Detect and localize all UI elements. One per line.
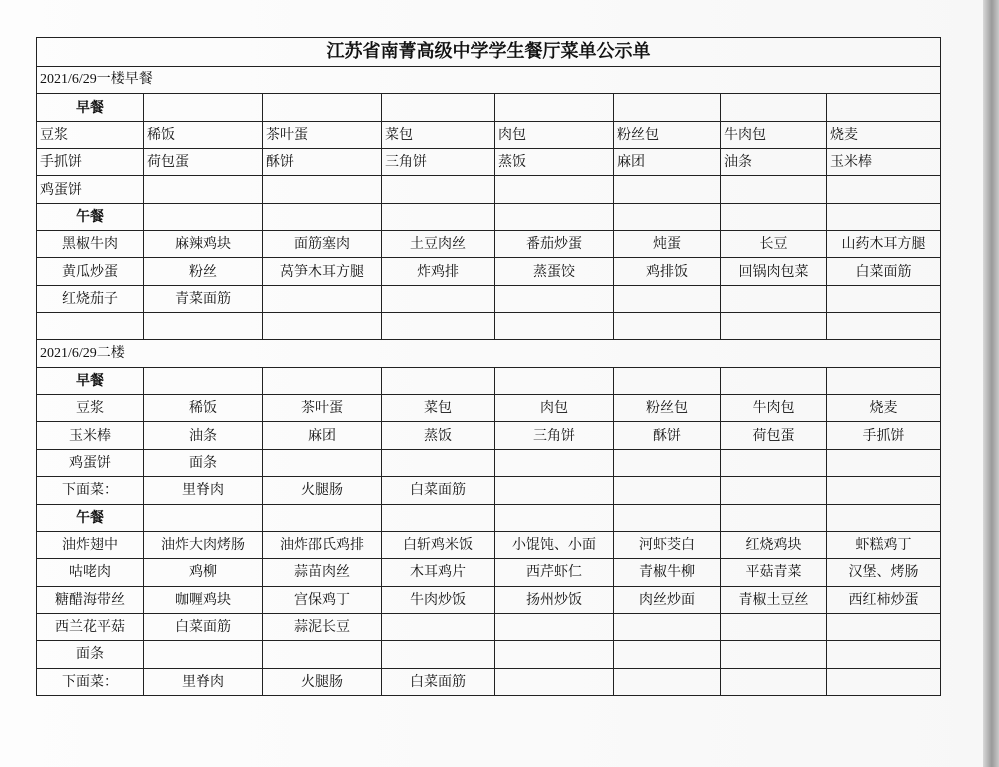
menu-item-cell: 火腿肠 xyxy=(263,668,382,695)
menu-item-cell xyxy=(382,449,495,476)
menu-item-cell: 麻团 xyxy=(614,149,721,176)
empty-cell xyxy=(382,94,495,121)
empty-cell xyxy=(144,203,263,230)
menu-item-cell: 粉丝 xyxy=(144,258,263,285)
empty-cell xyxy=(144,367,263,394)
menu-item-cell xyxy=(614,285,721,312)
menu-row xyxy=(37,176,941,203)
menu-item-cell: 鸡排饭 xyxy=(614,258,721,285)
menu-item-cell: 油条 xyxy=(144,422,263,449)
menu-item-cell: 红烧鸡块 xyxy=(721,531,827,558)
menu-item-cell: 土豆肉丝 xyxy=(382,231,495,258)
menu-item-cell: 里脊肉 xyxy=(144,477,263,504)
floor2-lunch-label-row xyxy=(37,504,941,531)
menu-item-cell: 麻团 xyxy=(263,422,382,449)
menu-item-cell: 稀饭 xyxy=(144,121,263,148)
menu-item-cell xyxy=(495,313,614,340)
menu-item-cell xyxy=(495,449,614,476)
menu-item-cell: 糖醋海带丝 xyxy=(37,586,144,613)
menu-row xyxy=(37,121,941,148)
menu-item-cell: 鸡蛋饼 xyxy=(37,176,144,203)
menu-item-cell: 扬州炒饭 xyxy=(495,586,614,613)
menu-item-cell xyxy=(144,313,263,340)
menu-item-cell xyxy=(382,176,495,203)
empty-cell xyxy=(495,94,614,121)
empty-cell xyxy=(614,94,721,121)
empty-cell xyxy=(827,504,941,531)
menu-row xyxy=(37,285,941,312)
menu-item-cell: 火腿肠 xyxy=(263,477,382,504)
menu-item-cell xyxy=(721,176,827,203)
menu-item-cell xyxy=(495,176,614,203)
menu-item-cell: 平菇青菜 xyxy=(721,559,827,586)
empty-cell xyxy=(495,203,614,230)
menu-item-cell xyxy=(495,613,614,640)
floor1-breakfast-label: 早餐 xyxy=(37,94,144,121)
menu-item-cell xyxy=(827,449,941,476)
menu-item-cell xyxy=(614,313,721,340)
menu-item-cell: 豆浆 xyxy=(37,395,144,422)
menu-item-cell xyxy=(263,449,382,476)
menu-item-cell: 蒜苗肉丝 xyxy=(263,559,382,586)
menu-item-cell: 手抓饼 xyxy=(37,149,144,176)
menu-item-cell xyxy=(827,176,941,203)
menu-row xyxy=(37,531,941,558)
menu-item-cell xyxy=(614,477,721,504)
menu-item-cell: 酥饼 xyxy=(263,149,382,176)
menu-item-cell xyxy=(263,641,382,668)
menu-item-cell: 山药木耳方腿 xyxy=(827,231,941,258)
menu-item-cell: 虾糕鸡丁 xyxy=(827,531,941,558)
menu-item-cell: 酥饼 xyxy=(614,422,721,449)
menu-row xyxy=(37,258,941,285)
menu-item-cell: 粉丝包 xyxy=(614,395,721,422)
menu-item-cell xyxy=(827,668,941,695)
menu-item-cell xyxy=(827,313,941,340)
menu-item-cell: 红烧茄子 xyxy=(37,285,144,312)
floor2-breakfast-label: 早餐 xyxy=(37,367,144,394)
empty-cell xyxy=(263,203,382,230)
menu-item-cell xyxy=(721,641,827,668)
menu-item-cell: 青椒土豆丝 xyxy=(721,586,827,613)
menu-item-cell xyxy=(827,641,941,668)
menu-item-cell xyxy=(827,477,941,504)
menu-row xyxy=(37,613,941,640)
menu-item-cell xyxy=(721,668,827,695)
menu-item-cell: 黄瓜炒蛋 xyxy=(37,258,144,285)
menu-item-cell: 茶叶蛋 xyxy=(263,121,382,148)
empty-cell xyxy=(495,367,614,394)
menu-item-cell: 粉丝包 xyxy=(614,121,721,148)
menu-item-cell xyxy=(721,477,827,504)
menu-item-cell: 木耳鸡片 xyxy=(382,559,495,586)
empty-cell xyxy=(263,367,382,394)
menu-item-cell: 牛肉包 xyxy=(721,121,827,148)
menu-item-cell xyxy=(382,641,495,668)
menu-item-cell xyxy=(263,176,382,203)
menu-item-cell xyxy=(263,285,382,312)
menu-item-cell: 面筋塞肉 xyxy=(263,231,382,258)
menu-row xyxy=(37,149,941,176)
menu-item-cell: 青菜面筋 xyxy=(144,285,263,312)
floor1-breakfast-label-row xyxy=(37,94,941,121)
menu-item-cell xyxy=(37,313,144,340)
empty-cell xyxy=(263,504,382,531)
menu-item-cell xyxy=(614,668,721,695)
empty-cell xyxy=(721,367,827,394)
floor2-date-label-row xyxy=(37,340,941,367)
menu-row xyxy=(37,668,941,695)
menu-item-cell: 小馄饨、小面 xyxy=(495,531,614,558)
menu-item-cell: 白菜面筋 xyxy=(382,477,495,504)
menu-item-cell: 荷包蛋 xyxy=(721,422,827,449)
menu-item-cell: 麻辣鸡块 xyxy=(144,231,263,258)
page-edge-shadow xyxy=(983,0,999,767)
menu-item-cell: 蒸蛋饺 xyxy=(495,258,614,285)
menu-table xyxy=(36,37,941,696)
menu-item-cell: 西红柿炒蛋 xyxy=(827,586,941,613)
empty-cell xyxy=(827,203,941,230)
empty-cell xyxy=(614,504,721,531)
menu-item-cell xyxy=(263,313,382,340)
empty-cell xyxy=(382,203,495,230)
menu-row xyxy=(37,231,941,258)
menu-item-cell: 西芹虾仁 xyxy=(495,559,614,586)
empty-cell xyxy=(721,94,827,121)
menu-item-cell: 牛肉包 xyxy=(721,395,827,422)
menu-item-cell: 牛肉炒饭 xyxy=(382,586,495,613)
floor1-date-label-row xyxy=(37,67,941,94)
floor1-lunch-label-row xyxy=(37,203,941,230)
menu-item-cell xyxy=(495,477,614,504)
menu-item-cell xyxy=(144,641,263,668)
menu-item-cell: 炸鸡排 xyxy=(382,258,495,285)
empty-cell xyxy=(144,94,263,121)
menu-item-cell xyxy=(614,613,721,640)
menu-item-cell: 油炸大肉烤肠 xyxy=(144,531,263,558)
menu-item-cell: 汉堡、烤肠 xyxy=(827,559,941,586)
menu-item-cell: 炖蛋 xyxy=(614,231,721,258)
menu-item-cell: 西兰花平菇 xyxy=(37,613,144,640)
floor2-lunch-label: 午餐 xyxy=(37,504,144,531)
menu-item-cell xyxy=(382,285,495,312)
menu-item-cell xyxy=(495,641,614,668)
menu-item-cell: 面条 xyxy=(144,449,263,476)
menu-item-cell xyxy=(614,449,721,476)
menu-item-cell xyxy=(827,613,941,640)
menu-item-cell xyxy=(495,668,614,695)
menu-item-cell: 宫保鸡丁 xyxy=(263,586,382,613)
menu-item-cell: 莴笋木耳方腿 xyxy=(263,258,382,285)
menu-item-cell: 蒸饭 xyxy=(382,422,495,449)
menu-item-cell: 咕咾肉 xyxy=(37,559,144,586)
menu-item-cell: 三角饼 xyxy=(495,422,614,449)
menu-row xyxy=(37,559,941,586)
empty-cell xyxy=(263,94,382,121)
floor2-date-label: 2021/6/29二楼 xyxy=(37,340,941,367)
floor1-lunch-label: 午餐 xyxy=(37,203,144,230)
menu-item-cell xyxy=(721,449,827,476)
menu-row xyxy=(37,395,941,422)
menu-item-cell: 番茄炒蛋 xyxy=(495,231,614,258)
menu-row xyxy=(37,449,941,476)
menu-item-cell xyxy=(721,285,827,312)
empty-cell xyxy=(721,203,827,230)
menu-item-cell: 茶叶蛋 xyxy=(263,395,382,422)
menu-item-cell: 油炸邵氏鸡排 xyxy=(263,531,382,558)
menu-item-cell: 长豆 xyxy=(721,231,827,258)
menu-item-cell: 白菜面筋 xyxy=(827,258,941,285)
menu-row xyxy=(37,313,941,340)
empty-cell xyxy=(827,94,941,121)
menu-item-cell: 里脊肉 xyxy=(144,668,263,695)
menu-item-cell: 玉米棒 xyxy=(37,422,144,449)
menu-item-cell: 青椒牛柳 xyxy=(614,559,721,586)
menu-item-cell: 菜包 xyxy=(382,121,495,148)
menu-item-cell: 下面菜： xyxy=(37,668,144,695)
floor1-date-label: 2021/6/29一楼早餐 xyxy=(37,67,941,94)
empty-cell xyxy=(614,203,721,230)
menu-item-cell: 豆浆 xyxy=(37,121,144,148)
menu-item-cell: 荷包蛋 xyxy=(144,149,263,176)
empty-cell xyxy=(144,504,263,531)
empty-cell xyxy=(382,367,495,394)
menu-item-cell: 鸡柳 xyxy=(144,559,263,586)
menu-item-cell: 手抓饼 xyxy=(827,422,941,449)
menu-item-cell: 烧麦 xyxy=(827,121,941,148)
menu-item-cell xyxy=(614,641,721,668)
menu-item-cell xyxy=(382,613,495,640)
menu-item-cell: 稀饭 xyxy=(144,395,263,422)
menu-row xyxy=(37,586,941,613)
menu-item-cell: 蒜泥长豆 xyxy=(263,613,382,640)
menu-item-cell xyxy=(144,176,263,203)
menu-item-cell: 肉包 xyxy=(495,395,614,422)
menu-item-cell: 咖喱鸡块 xyxy=(144,586,263,613)
menu-row xyxy=(37,477,941,504)
menu-item-cell: 蒸饭 xyxy=(495,149,614,176)
menu-row xyxy=(37,422,941,449)
menu-item-cell: 肉包 xyxy=(495,121,614,148)
floor2-breakfast-label-row xyxy=(37,367,941,394)
menu-item-cell: 烧麦 xyxy=(827,395,941,422)
menu-item-cell: 面条 xyxy=(37,641,144,668)
menu-item-cell: 鸡蛋饼 xyxy=(37,449,144,476)
menu-item-cell: 白斩鸡米饭 xyxy=(382,531,495,558)
empty-cell xyxy=(495,504,614,531)
menu-item-cell: 油炸翅中 xyxy=(37,531,144,558)
empty-cell xyxy=(614,367,721,394)
menu-item-cell xyxy=(721,613,827,640)
menu-item-cell xyxy=(614,176,721,203)
menu-item-cell: 白菜面筋 xyxy=(382,668,495,695)
menu-row xyxy=(37,641,941,668)
empty-cell xyxy=(827,367,941,394)
menu-item-cell: 河虾茭白 xyxy=(614,531,721,558)
menu-item-cell: 下面菜： xyxy=(37,477,144,504)
empty-cell xyxy=(721,504,827,531)
page-title: 江苏省南菁高级中学学生餐厅菜单公示单 xyxy=(37,38,941,67)
menu-item-cell: 三角饼 xyxy=(382,149,495,176)
menu-item-cell: 油条 xyxy=(721,149,827,176)
menu-item-cell: 玉米棒 xyxy=(827,149,941,176)
menu-item-cell: 肉丝炒面 xyxy=(614,586,721,613)
menu-item-cell xyxy=(827,285,941,312)
menu-item-cell: 白菜面筋 xyxy=(144,613,263,640)
menu-item-cell: 黑椒牛肉 xyxy=(37,231,144,258)
menu-item-cell: 回锅肉包菜 xyxy=(721,258,827,285)
menu-item-cell: 菜包 xyxy=(382,395,495,422)
menu-item-cell xyxy=(495,285,614,312)
empty-cell xyxy=(382,504,495,531)
menu-item-cell xyxy=(382,313,495,340)
menu-item-cell xyxy=(721,313,827,340)
